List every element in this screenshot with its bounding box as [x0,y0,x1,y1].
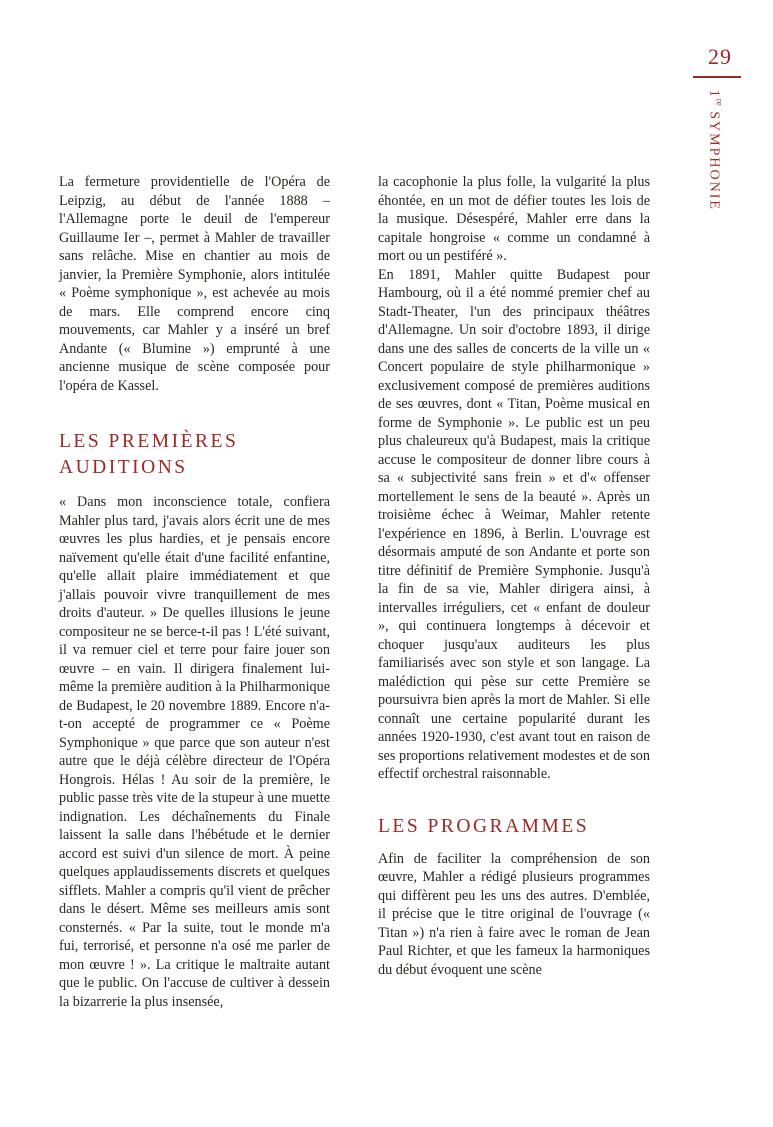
running-head-superscript: re [714,98,725,106]
section-heading-programmes: LES PROGRAMMES [378,815,590,837]
running-head: 1re SYMPHONIE [706,89,725,211]
continuation-paragraph: la cacophonie la plus folle, la vulgarité la plus éhontée, en un mot de défier toutes les lois de la musique. Désespéré, Mahler erre dans la capitale hongroise « comme un condamné à mort ou un pestiféré ». [378,174,650,264]
auditions-paragraph: « Dans mon inconscience totale, confiera Mahler plus tard, j'avais alors écrit une de mes œuvres les plus hardies, et je pensais encore naïvement qu'elle était d'une facilité enfantine, qu'elle allait plaire immédiatement et que j'allais pouvoir vivre tranquillement de mes droits d'auteur. » De quelles illusions le jeune compositeur ne se berce-t-il pas ! L'été suivant, il va remuer ciel et terre pour faire jouer son œuvre – en vain. Il dirigera finalement lui-même la première audition à la Philharmonique de Budapest, le 20 novembre 1889. Encore n'a-t-on accepté de programmer ce « Poème Symphonique » que parce que son auteur n'est autre que le déjà célèbre directeur de l'Opéra Hongrois. Hélas ! Au soir de la première, le public passe très vite de la stupeur à une muette indignation. Les déchaînements du Finale laissent la salle dans l'hébétude et le dernier accord est suivi d'un silence de mort. À peine quelques applaudissements discrets et quelques sifflets. Mahler a compris qu'il vient de prêcher dans le désert. Même ses meilleurs amis sont consternés. « Par la suite, tout le monde m'a fui, terrorisé, et personne n'a osé me parler de mon œuvre ! ». La critique le maltraite autant que le public. On l'accuse de cultiver à dessein la bizarrerie la plus insensée, [59,494,330,1010]
running-head-label: SYMPHONIE [706,105,722,211]
page-number: 29 [708,44,732,69]
intro-paragraph: La fermeture providentielle de l'Opéra de Leipzig, au début de l'année 1888 – l'Allemagne porte le deuil de l'empereur Guillaume Ier –, permet à Mahler de travailler sans relâche. Mise en chantier au mois de janvier, la Première Symphonie, alors intitulée « Poème symphonique », est achevée au mois de mars. Elle comprend encore cinq mouvements, car Mahler y a inséré un bref Andante (« Blumine ») emprunté à une ancienne musique de scène composée pour l'opéra de Kassel. [59,174,330,394]
section-heading-auditions: LES PREMIÈRES AUDITIONS [59,431,239,478]
hamburg-paragraph: En 1891, Mahler quitte Budapest pour Hambourg, où il a été nommé premier chef au Stadt-Theater, l'un des principaux théâtres d'Allemagne. Un soir d'octobre 1893, il dirige dans une des salles de concerts de la ville un « Concert populaire de style philharmonique » exclusivement composé de premières auditions de ses œuvres, dont « Titan, Poème musical en forme de Symphonie ». Le public est un peu plus chaleureux qu'à Budapest, mais la critique accuse le compositeur de donner libre cours à sa « subjectivité sans frein » et d'« offenser mortellement le sens de la beauté ». Après un troisième échec à Weimar, Mahler retente l'expérience en 1896, à Berlin. L'ouvrage est désormais amputé de son Andante et porte son titre définitif de Première Symphonie. Jusqu'à la fin de sa vie, Mahler dirigera ainsi, à intervalles irréguliers, cet « enfant de douleur », qui continuera longtemps à décevoir et choquer jusqu'aux auditeurs les plus familiarisés avec son style et son langage. La malédiction qui pèse sur cette Première se poursuivra bien après la mort de Mahler. Si elle connaît une certaine popularité durant les années 1920-1930, c'est avant tout en raison de ses proportions relativement modestes et de son effectif orchestral raisonnable. [378,266,650,782]
right-column [378,173,650,979]
programmes-paragraph: Afin de faciliter la compréhension de son œuvre, Mahler a rédigé plusieurs programmes qui diffèrent peu les uns des autres. D'emblée, il précise que le titre original de l'ouvrage (« Titan ») n'a rien à faire avec le roman de Jean Paul Richter, et que les fameux la harmoniques du début évoquent une scène [378,850,650,978]
left-column [59,173,330,1011]
